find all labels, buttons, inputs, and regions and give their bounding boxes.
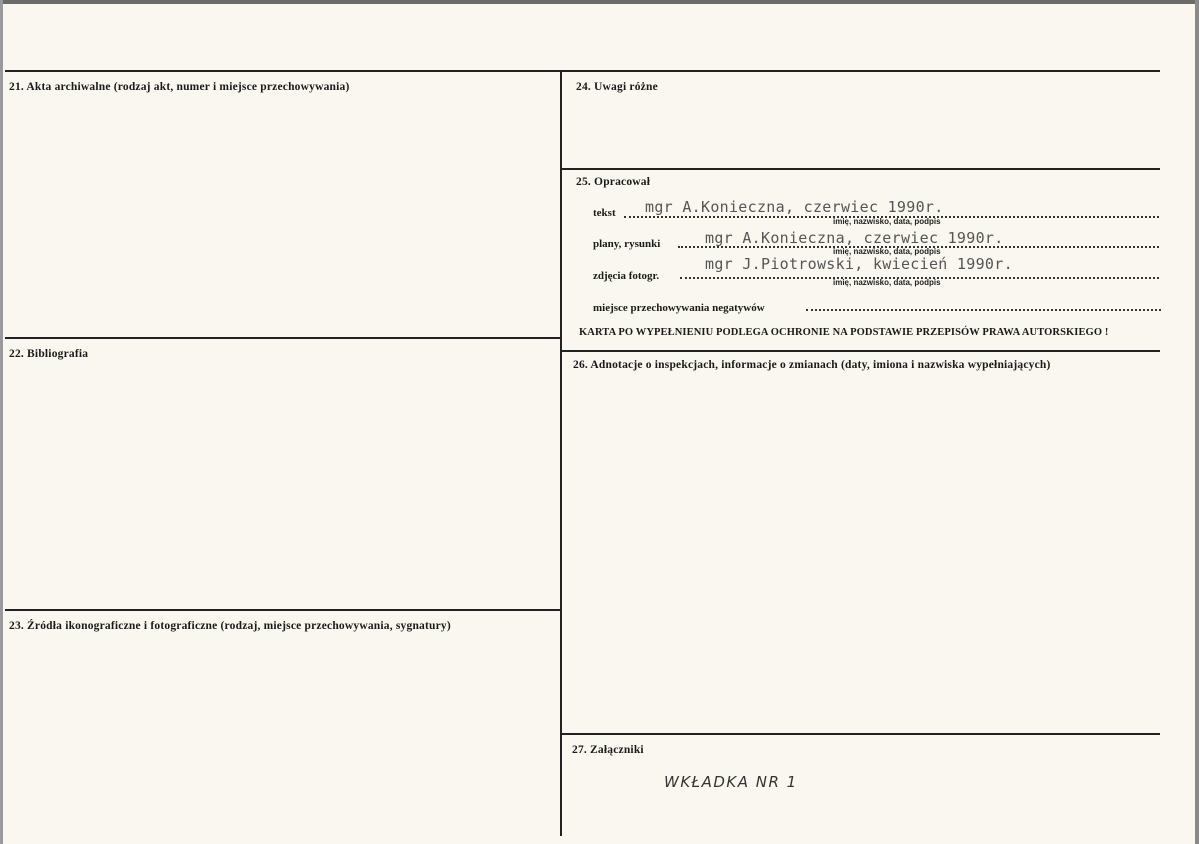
center-divider <box>560 70 562 836</box>
page-top-edge <box>0 0 1199 4</box>
zdjecia-value: mgr J.Piotrowski, kwiecień 1990r. <box>705 255 1013 273</box>
section-25-title: 25. Opracował <box>576 176 651 188</box>
section-26-title: 26. Adnotacje o inspekcjach, informacje o zmianach (daty, imiona i nazwiska wypełniających) <box>573 359 1051 371</box>
rule-25-26 <box>562 350 1160 352</box>
section-27-title: 27. Załączniki <box>572 744 644 756</box>
top-rule <box>5 70 1160 72</box>
tekst-value: mgr A.Konieczna, czerwiec 1990r. <box>645 198 944 216</box>
zdjecia-label: zdjęcia fotogr. <box>593 270 660 282</box>
section-21-title: 21. Akta archiwalne (rodzaj akt, numer i miejsce przechowywania) <box>9 81 350 93</box>
zdjecia-caption: imię, nazwisko, data, podpis <box>833 278 941 287</box>
rule-21-22 <box>5 337 562 339</box>
negatywy-label: miejsce przechowywania negatywów <box>593 302 765 314</box>
rule-22-23 <box>5 609 562 611</box>
rule-26-27 <box>562 733 1160 735</box>
copyright-notice: KARTA PO WYPEŁNIENIU PODLEGA OCHRONIE NA PODSTAWIE PRZEPISÓW PRAWA AUTORSKIEGO ! <box>579 327 1109 338</box>
plany-label: plany, rysunki <box>593 238 661 250</box>
handwritten-attachment-note: WKŁADKA NR 1 <box>664 773 798 791</box>
plany-caption: imię, nazwisko, data, podpis <box>833 247 941 256</box>
rule-24-25 <box>562 168 1160 170</box>
plany-value: mgr A.Konieczna, czerwiec 1990r. <box>705 229 1004 247</box>
tekst-label: tekst <box>593 207 616 219</box>
page-right-edge <box>1195 0 1199 844</box>
tekst-caption: imię, nazwisko, data, podpis <box>833 217 941 226</box>
page-left-edge <box>0 0 3 844</box>
section-23-title: 23. Źródła ikonograficzne i fotograficzne (rodzaj, miejsce przechowywania, sygnatury) <box>9 620 451 632</box>
negatywy-dotted-line <box>806 309 1161 311</box>
section-22-title: 22. Bibliografia <box>9 348 89 360</box>
section-24-title: 24. Uwagi różne <box>576 81 658 93</box>
